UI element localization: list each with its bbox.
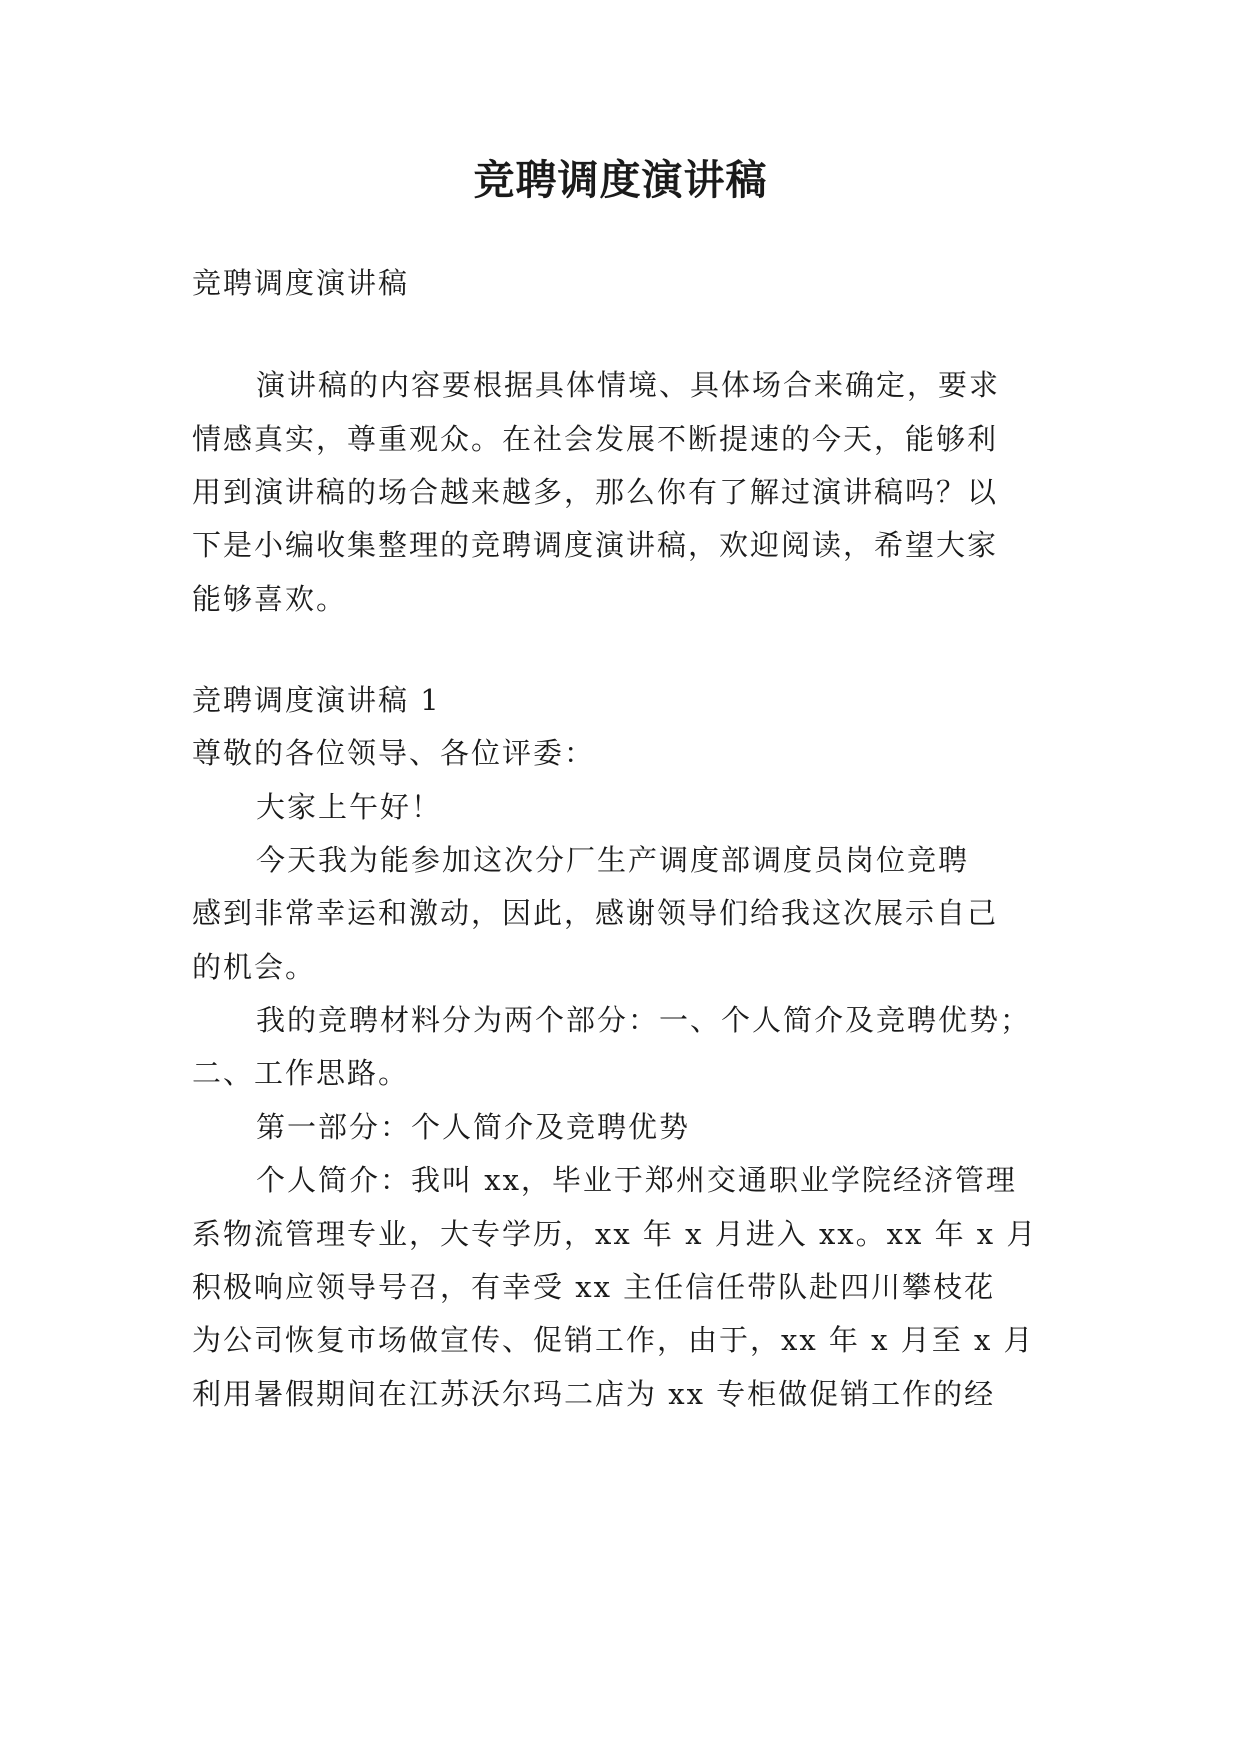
body-line-4: 我的竞聘材料分为两个部分：一、个人简介及竞聘优势； bbox=[256, 1003, 1032, 1037]
intro-line-5: 能够喜欢。 bbox=[192, 582, 348, 616]
bio-line-3: 积极响应领导号召，有幸受 xx 主任信任带队赴四川攀枝花 bbox=[192, 1270, 996, 1304]
greeting-line: 大家上午好！ bbox=[256, 790, 443, 824]
bio-line-1: 个人简介：我叫 xx，毕业于郑州交通职业学院经济管理 bbox=[256, 1163, 1017, 1197]
bio-line-2: 系物流管理专业，大专学历，xx 年 x 月进入 xx。xx 年 x 月 bbox=[192, 1217, 1038, 1251]
body-line-3: 的机会。 bbox=[192, 950, 317, 984]
body-line-2: 感到非常幸运和激动，因此，感谢领导们给我这次展示自己 bbox=[192, 896, 999, 930]
intro-line-3: 用到演讲稿的场合越来越多，那么你有了解过演讲稿吗？以 bbox=[192, 475, 999, 509]
document-title: 竞聘调度演讲稿 bbox=[473, 156, 768, 204]
section-heading: 竞聘调度演讲稿 1 bbox=[192, 683, 441, 717]
bio-line-5: 利用暑假期间在江苏沃尔玛二店为 xx 专柜做促销工作的经 bbox=[192, 1377, 996, 1411]
intro-line-4: 下是小编收集整理的竞聘调度演讲稿，欢迎阅读，希望大家 bbox=[192, 528, 999, 562]
subtitle-line: 竞聘调度演讲稿 bbox=[192, 266, 410, 300]
bio-line-4: 为公司恢复市场做宣传、促销工作，由于，xx 年 x 月至 x 月 bbox=[192, 1323, 1035, 1357]
body-line-1: 今天我为能参加这次分厂生产调度部调度员岗位竞聘 bbox=[256, 843, 970, 877]
body-line-5: 二、工作思路。 bbox=[192, 1056, 410, 1090]
part-one-heading: 第一部分：个人简介及竞聘优势 bbox=[256, 1110, 691, 1144]
intro-line-2: 情感真实，尊重观众。在社会发展不断提速的今天，能够利 bbox=[192, 422, 999, 456]
salutation-line: 尊敬的各位领导、各位评委： bbox=[192, 736, 596, 770]
intro-line-1: 演讲稿的内容要根据具体情境、具体场合来确定，要求 bbox=[256, 368, 1001, 402]
